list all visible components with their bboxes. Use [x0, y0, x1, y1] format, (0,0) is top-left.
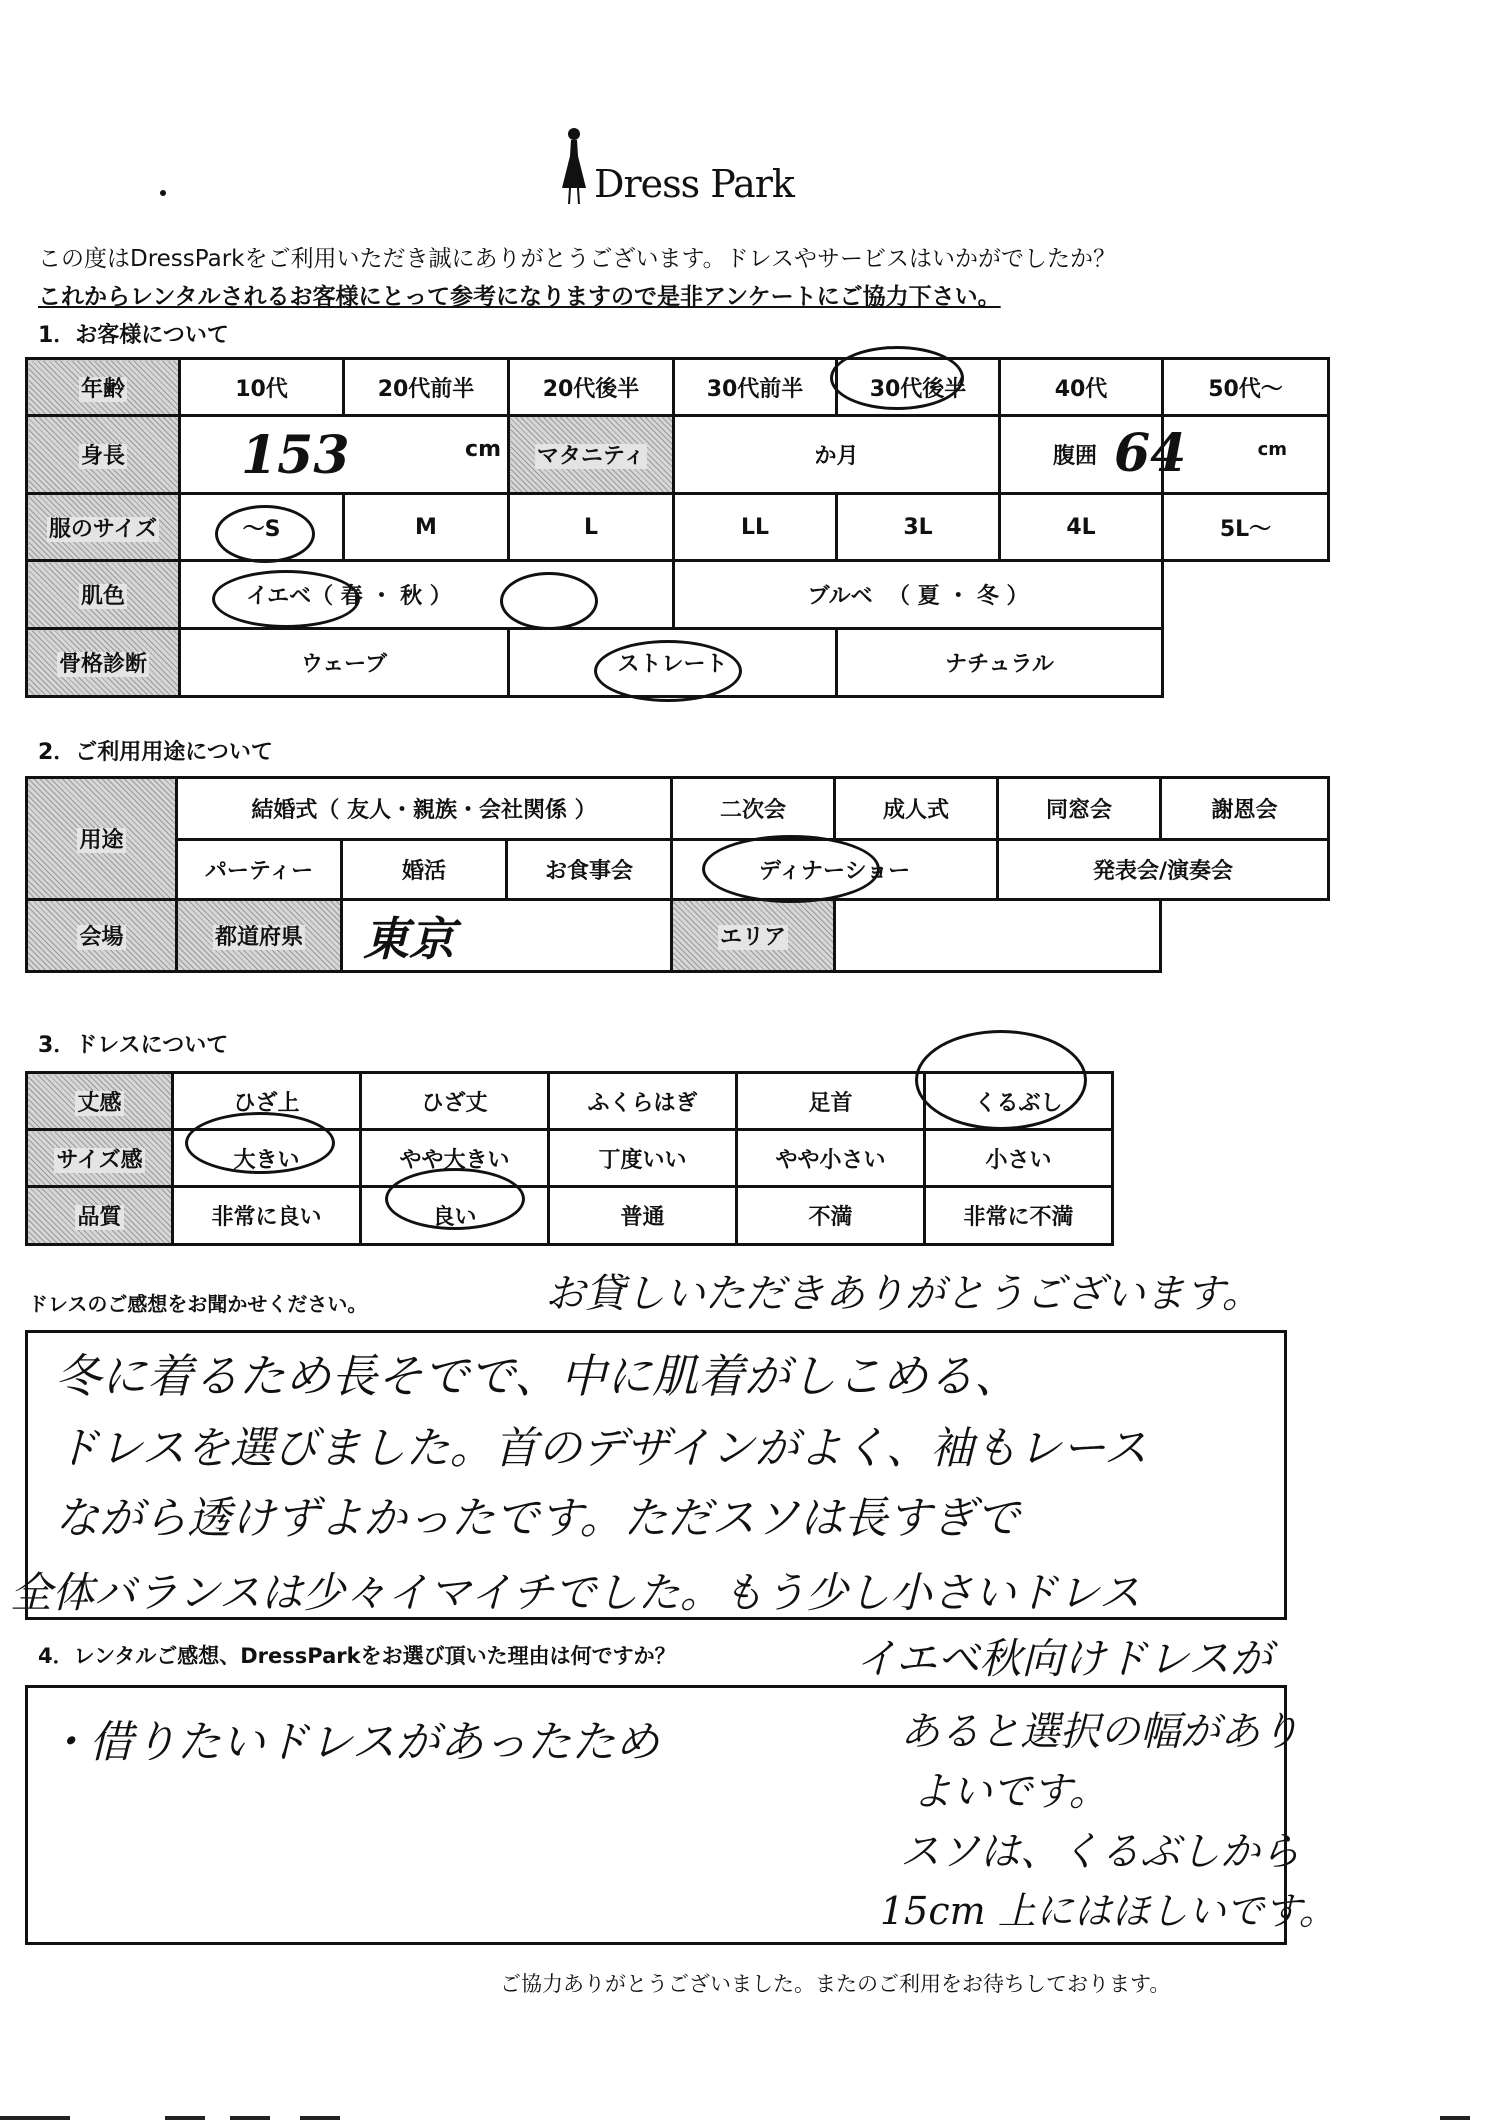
impression-line: ながら透けずよかったです。ただスソは長すぎで	[55, 1493, 1020, 1544]
frame-option[interactable]: ストレート	[509, 629, 837, 697]
usage-option[interactable]: 婚活	[342, 840, 507, 900]
size-option[interactable]: 5L〜	[1163, 494, 1329, 561]
age-option[interactable]: 50代〜	[1163, 359, 1329, 416]
impression-text	[55, 1340, 1295, 1552]
usage-option[interactable]: 謝恩会	[1161, 778, 1329, 840]
logo	[560, 126, 794, 206]
selection-circle	[830, 346, 964, 410]
quality-option[interactable]: 不満	[737, 1187, 925, 1245]
impression-prompt: ドレスのご感想をお聞かせください。	[28, 1292, 368, 1316]
scan-mark	[1440, 2116, 1470, 2120]
prefecture-input[interactable]	[342, 900, 672, 972]
fit-option[interactable]: 大きい	[173, 1130, 361, 1187]
selection-circle	[212, 570, 360, 628]
scan-mark	[230, 2116, 270, 2120]
section-4-title: 4．レンタルご感想、DressParkをお選び頂いた理由は何ですか？	[38, 1644, 676, 1668]
skin-label: 肌色	[27, 561, 180, 629]
prefecture-label: 都道府県	[177, 900, 342, 972]
height-unit: cm	[465, 437, 501, 462]
fit-option[interactable]: やや小さい	[737, 1130, 925, 1187]
size-option[interactable]: LL	[674, 494, 837, 561]
skin-blue-option[interactable]: ブルベ （ 夏 ・ 冬 ）	[674, 561, 1163, 629]
area-label: エリア	[672, 900, 835, 972]
waist-label: 腹囲	[1000, 416, 1163, 494]
dress-icon	[560, 126, 588, 206]
impression-line: ドレスを選びました。首のデザインがよく、袖もレース	[55, 1423, 1148, 1474]
skin-yellow-option[interactable]: イエベ（ 春 ・ 秋 ）	[180, 561, 674, 629]
quality-option[interactable]: 良い	[361, 1187, 549, 1245]
usage-option[interactable]: 発表会/演奏会	[998, 840, 1329, 900]
usage-row-1	[27, 778, 1329, 840]
quality-option[interactable]: 非常に不満	[925, 1187, 1113, 1245]
venue-row	[27, 900, 1329, 972]
section-2-title: 2．ご利用用途について	[38, 740, 273, 765]
age-option[interactable]: 20代後半	[509, 359, 674, 416]
reason-line: スソは、くるぶしから	[900, 1829, 1300, 1875]
length-option[interactable]: くるぶし	[925, 1073, 1113, 1130]
waist-unit: cm	[1257, 439, 1287, 460]
empty-cell	[1163, 561, 1329, 629]
usage-option[interactable]: パーティー	[177, 840, 342, 900]
length-option[interactable]: ひざ丈	[361, 1073, 549, 1130]
usage-option[interactable]: 結婚式（ 友人・親族・会社関係 ）	[177, 778, 672, 840]
fit-option[interactable]: 小さい	[925, 1130, 1113, 1187]
stray-dot	[160, 190, 166, 196]
intro-line-2: これからレンタルされるお客様にとって参考になりますので是非アンケートにご協力下さい。	[38, 284, 1001, 310]
reason-answer: ・借りたいドレスがあったため	[45, 1717, 660, 1768]
selection-circle	[915, 1030, 1087, 1130]
footer-thanks: ご協力ありがとうございました。またのご利用をお待ちしております。	[500, 1972, 1171, 1996]
usage-option[interactable]: 同窓会	[998, 778, 1161, 840]
venue-label: 会場	[27, 900, 177, 972]
impression-line: 冬に着るため長そでで、中に肌着がしこめる、	[55, 1349, 1021, 1403]
waist-cell[interactable]	[1114, 416, 1329, 494]
frame-option[interactable]: ウェーブ	[180, 629, 509, 697]
age-option[interactable]: 30代前半	[674, 359, 837, 416]
intro-line-1: この度はDressParkをご利用いただき誠にありがとうございます。ドレスやサービスはいかがでしたか？	[38, 246, 1116, 272]
size-option[interactable]: 〜S	[180, 494, 344, 561]
usage-label: 用途	[27, 778, 177, 900]
reason-line: 15cm 上にはほしいです。	[880, 1889, 1337, 1933]
age-option[interactable]: 20代前半	[344, 359, 509, 416]
maternity-unit: か月	[814, 444, 859, 469]
fit-option[interactable]: 丁度いい	[549, 1130, 737, 1187]
selection-circle	[385, 1168, 525, 1230]
selection-circle	[594, 640, 742, 702]
size-option[interactable]: 3L	[837, 494, 1000, 561]
usage-row-2	[27, 840, 1329, 900]
reason-line: あると選択の幅があり	[900, 1709, 1300, 1755]
size-option[interactable]: L	[509, 494, 674, 561]
height-label: 身長	[27, 416, 180, 494]
maternity-label: マタニティ	[509, 416, 674, 494]
section-3-title: 3．ドレスについて	[38, 1033, 229, 1058]
height-value: 153	[241, 425, 350, 486]
usage-option[interactable]: 成人式	[835, 778, 998, 840]
usage-option[interactable]: ディナーショー	[672, 840, 998, 900]
area-input[interactable]	[835, 900, 1161, 972]
quality-row	[27, 1187, 1113, 1245]
impression-line: 全体バランスは少々イマイチでした。もう少し小さいドレス	[10, 1568, 1141, 1617]
age-option[interactable]: 40代	[1000, 359, 1163, 416]
impression-top-note: お貸しいただきありがとうございます。	[545, 1271, 1262, 1317]
frame-option[interactable]: ナチュラル	[837, 629, 1163, 697]
selection-circle	[215, 505, 315, 563]
age-row	[27, 359, 1329, 416]
length-option[interactable]: ひざ上	[173, 1073, 361, 1130]
quality-label: 品質	[27, 1187, 173, 1245]
usage-option[interactable]: お食事会	[507, 840, 672, 900]
scan-mark	[0, 2116, 70, 2120]
prefecture-value: 東京	[363, 911, 455, 966]
length-label: 丈感	[27, 1073, 173, 1130]
quality-option[interactable]: 普通	[549, 1187, 737, 1245]
maternity-cell[interactable]	[674, 416, 1000, 494]
waist-value: 64	[1114, 423, 1187, 484]
age-label: 年齢	[27, 359, 180, 416]
section-1-title: 1．お客様について	[38, 323, 229, 348]
frame-label: 骨格診断	[27, 629, 180, 697]
quality-option[interactable]: 非常に良い	[173, 1187, 361, 1245]
length-option[interactable]: 足首	[737, 1073, 925, 1130]
fit-label: サイズ感	[27, 1130, 173, 1187]
empty-cell	[1161, 900, 1329, 972]
age-option[interactable]: 30代後半	[837, 359, 1000, 416]
impression-overflow: イエベ秋向けドレスが	[855, 1634, 1273, 1683]
selection-circle	[500, 572, 598, 630]
fit-option[interactable]: やや大きい	[361, 1130, 549, 1187]
height-row	[27, 416, 1329, 494]
reason-extra	[880, 1700, 1337, 1940]
usage-option[interactable]: 二次会	[672, 778, 835, 840]
size-option[interactable]: 4L	[1000, 494, 1163, 561]
length-option[interactable]: ふくらはぎ	[549, 1073, 737, 1130]
reason-line: よいです。	[912, 1769, 1109, 1815]
age-option[interactable]: 10代	[180, 359, 344, 416]
size-option[interactable]: M	[344, 494, 509, 561]
selection-circle	[702, 835, 880, 903]
usage-table	[25, 776, 1330, 973]
selection-circle	[185, 1112, 335, 1174]
scan-mark	[300, 2116, 340, 2120]
logo-text: Dress Park	[594, 162, 794, 206]
empty-cell	[1163, 629, 1329, 697]
height-cell[interactable]	[180, 416, 509, 494]
scan-mark	[165, 2116, 205, 2120]
size-label: 服のサイズ	[27, 494, 180, 561]
